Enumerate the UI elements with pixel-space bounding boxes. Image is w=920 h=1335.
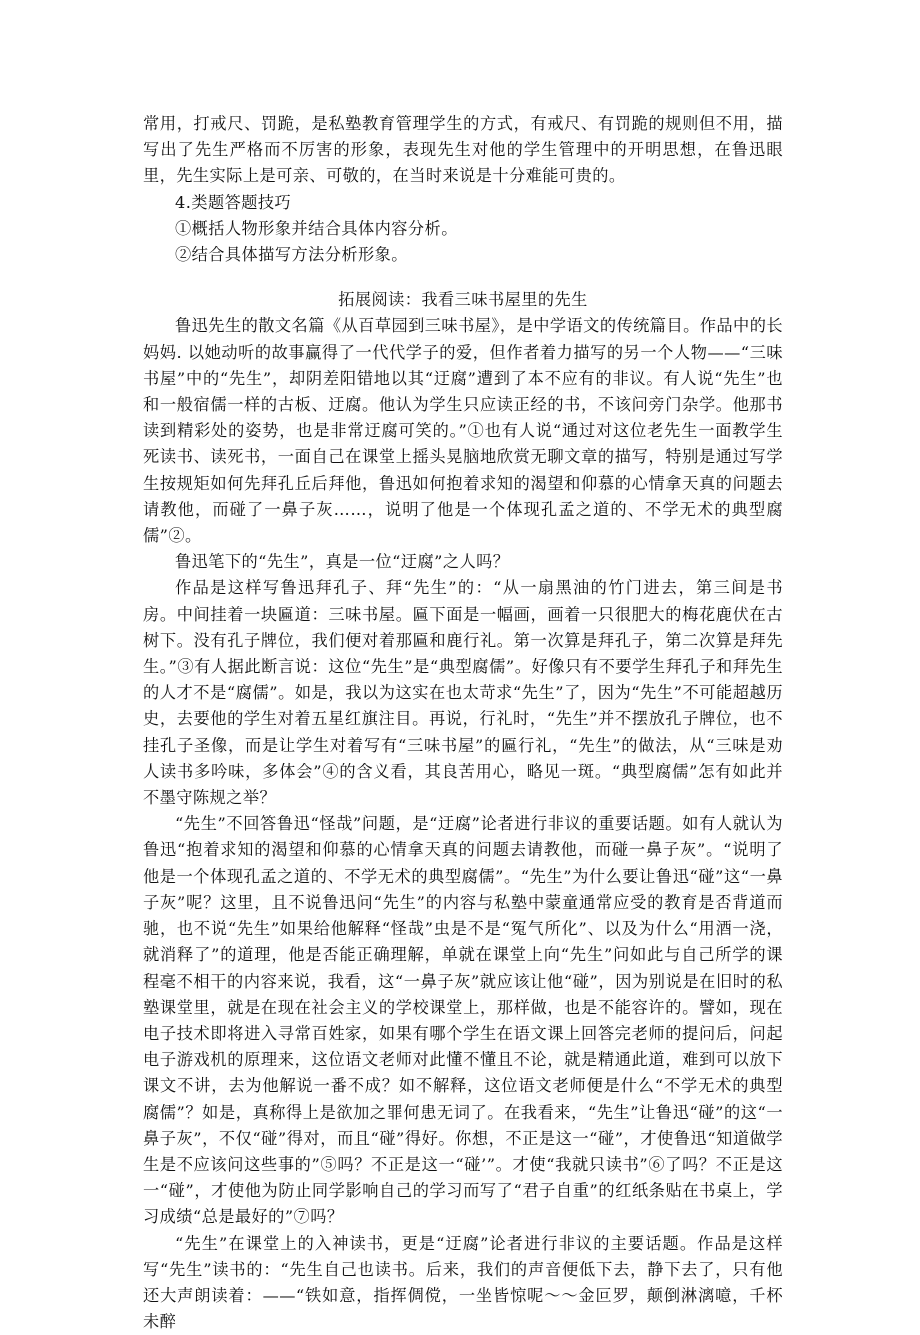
tip-item-1: ①概括人物形象并结合具体内容分析。: [175, 218, 458, 238]
tip-item-2: ②结合具体描写方法分析形象。: [175, 245, 408, 265]
article-paragraph-bowing: 作品是这样写鲁迅拜孔子、拜“先生”的：“从一扇黑油的竹门进去，第三间是书房。中间挂着一块匾道：三味书屋。匾下面是一幅画，画着一只很肥大的梅花鹿伏在古树下。没有孔子牌位，我们便对着那匾和鹿行礼。第一次算是拜孔子，第二次算是拜先生。”③有人据此断言说：这位“先生”是“典型腐儒”。好像只有不要学生拜孔子和拜先生的人才不是“腐儒”。如是，我以为这实在也太苛求“先生”了，因为“先生”不可能超越历史，去要他的学生对着五星红旗注目。再说，行礼时，“先生”并不摆放孔子牌位，也不挂孔子圣像，而是让学生对着写有“三味书屋”的匾行礼，“先生”的做法，从“三味是劝人读书多吟味，多体会”④的含义看，其良苦用心，略见一斑。“典型腐儒”怎有如此并不墨守陈规之举？: [143, 578, 783, 808]
paragraph-continuation: 常用，打戒尺、罚跪，是私塾教育管理学生的方式，有戒尺、有罚跪的规则但不用，描写出了先生严格而不厉害的形象，表现先生对他的学生管理中的开明思想，在鲁迅眼里，先生实际上是可亲、可敬的，在当时来说是十分难能可贵的。: [143, 114, 783, 186]
article-paragraph-guaizai: “先生”不回答鲁迅“怪哉”问题，是“迂腐”论者进行非议的重要话题。如有人就认为鲁迅“抱着求知的渴望和仰慕的心情拿天真的问题去请教他，而碰一鼻子灰”。“说明了他是一个体现孔孟之道的、不学无术的典型腐儒”。“先生”为什么要让鲁迅“碰”这“一鼻子灰”呢？这里，且不说鲁迅问“先生”的内容与私塾中蒙童通常应受的教育是否背道而驰，也不说“先生”如果给他解释“怪哉”虫是不是“冤气所化”、以及为什么“用酒一浇，就消释了”的道理，他是否能正确理解，单就在课堂上向“先生”问如此与自己所学的课程毫不相干的内容来说，我看，这“一鼻子灰”就应该让他“碰”，因为别说是在旧时的私塾课堂里，就是在现在社会主义的学校课堂上，那样做，也是不能容许的。譬如，现在电子技术即将进入寻常百姓家，如果有哪个学生在语文课上回答完老师的提问后，问起电子游戏机的原理来，这位语文老师对此懂不懂且不论，就是精通此道，难到可以放下课文不讲，去为他解说一番不成？如不解释，这位语文老师便是什么“不学无术的典型腐儒”？如是，真称得上是欲加之罪何患无词了。在我看来，“先生”让鲁迅“碰”的这“一鼻子灰”，不仅“碰”得对，而且“碰”得好。你想，不正是这一“碰”，才使鲁迅“知道做学生是不应该问这些事的”⑤吗？不正是这一“碰’”。才使“我就只读书”⑥了吗？不正是这一“碰”，才使他为防止同学影响自己的学习而写了“君子自重”的红纸条贴在书桌上，学习成绩“总是最好的”⑦吗？: [143, 814, 783, 1227]
section-heading-answer-tips: 4.类题答题技巧: [175, 192, 292, 212]
document-body: [143, 111, 783, 1335]
article-paragraph-intro: 鲁迅先生的散文名篇《从百草园到三味书屋》，是中学语文的传统篇目。作品中的长妈妈. 以她动听的故事赢得了一代代学子的爱，但作者着力描写的另一个人物——“三味书屋”中的“先生”，却阴差阳错地以其“迂腐”遭到了本不应有的非议。有人说“先生”也和一般宿儒一样的古板、迂腐。他认为学生只应读正经的书，不该问旁门杂学。他那书读到精彩处的姿势，也是非常迂腐可笑的。”①也有人说“通过对这位老先生一面教学生死读书、读死书，一面自己在课堂上摇头晃脑地欣赏无聊文章的描写，特别是通过写学生按规矩如何先拜孔丘后拜他，鲁迅如何抱着求知的渴望和仰慕的心情拿天真的问题去请教他，而碰了一鼻子灰……，说明了他是一个体现孔孟之道的、不学无术的典型腐儒”②。: [143, 316, 783, 546]
article-paragraph-question: 鲁迅笔下的“先生”，真是一位“迂腐”之人吗？: [175, 552, 510, 572]
article-paragraph-reading: “先生”在课堂上的入神读书，更是“迂腐”论者进行非议的主要话题。作品是这样写“先生”读书的：“先生自己也读书。后来，我们的声音便低下去，静下去了，只有他还大声朗读着：——“铁如意，指挥倜傥，一坐皆惊呢～～金叵罗，颠倒淋漓噫，千杯未醉: [143, 1233, 783, 1332]
article-title: 拓展阅读：我看三味书屋里的先生: [338, 290, 588, 310]
